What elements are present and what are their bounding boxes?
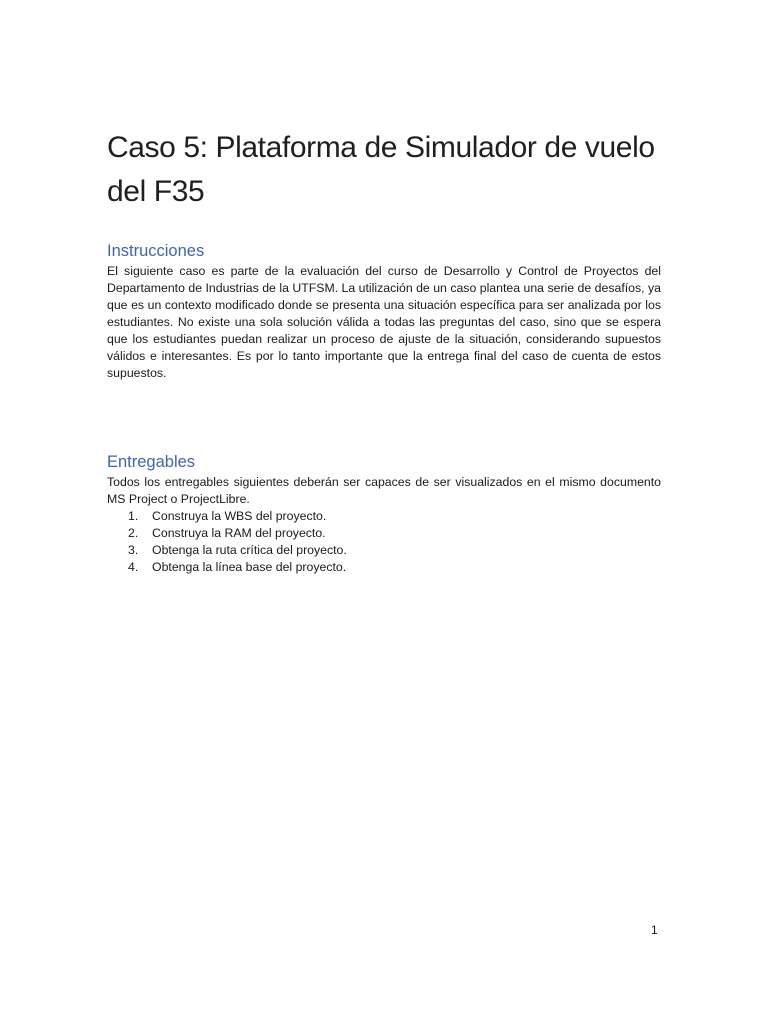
list-item-text: Obtenga la línea base del proyecto. bbox=[152, 560, 347, 574]
instrucciones-paragraph: El siguiente caso es parte de la evaluación del curso de Desarrollo y Control de Proyectos del Departamento de Industrias de la UTFSM. La utilización de un caso plantea una serie de desafíos, ya que es un contexto modificado donde se presenta una situación específica para ser analizada por los estudiantes. No existe una sola solución válida a todas las preguntas del caso, sino que se espera que los estudiantes puedan realizar un proceso de ajuste de la situación, considerando supuestos válidos e interesantes. Es por lo tanto importante que la entrega final del caso de cuenta de estos supuestos. bbox=[107, 264, 661, 380]
list-item-text: Construya la WBS del proyecto. bbox=[152, 509, 327, 523]
list-item-number: 2. bbox=[128, 526, 139, 540]
entregables-paragraph: Todos los entregables siguientes deberán ser capaces de ser visualizados en el mismo documento MS Project o ProjectLibre. bbox=[107, 475, 661, 506]
section-instrucciones bbox=[107, 240, 661, 382]
page-number: 1 bbox=[651, 923, 658, 937]
list-item bbox=[107, 525, 661, 542]
entregables-list bbox=[107, 508, 661, 576]
list-item-number: 3. bbox=[128, 543, 139, 557]
section-entregables bbox=[107, 451, 661, 576]
list-item-text: Obtenga la ruta crítica del proyecto. bbox=[152, 543, 347, 557]
section-heading-entregables: Entregables bbox=[107, 453, 196, 471]
list-item-text: Construya la RAM del proyecto. bbox=[152, 526, 326, 540]
list-item bbox=[107, 508, 661, 525]
list-item-number: 1. bbox=[128, 509, 139, 523]
document-title: Caso 5: Plataforma de Simulador de vuelo del F35 bbox=[107, 131, 655, 208]
list-item bbox=[107, 542, 661, 559]
list-item-number: 4. bbox=[128, 560, 139, 574]
list-item bbox=[107, 559, 661, 576]
section-heading-instrucciones: Instrucciones bbox=[107, 242, 205, 260]
